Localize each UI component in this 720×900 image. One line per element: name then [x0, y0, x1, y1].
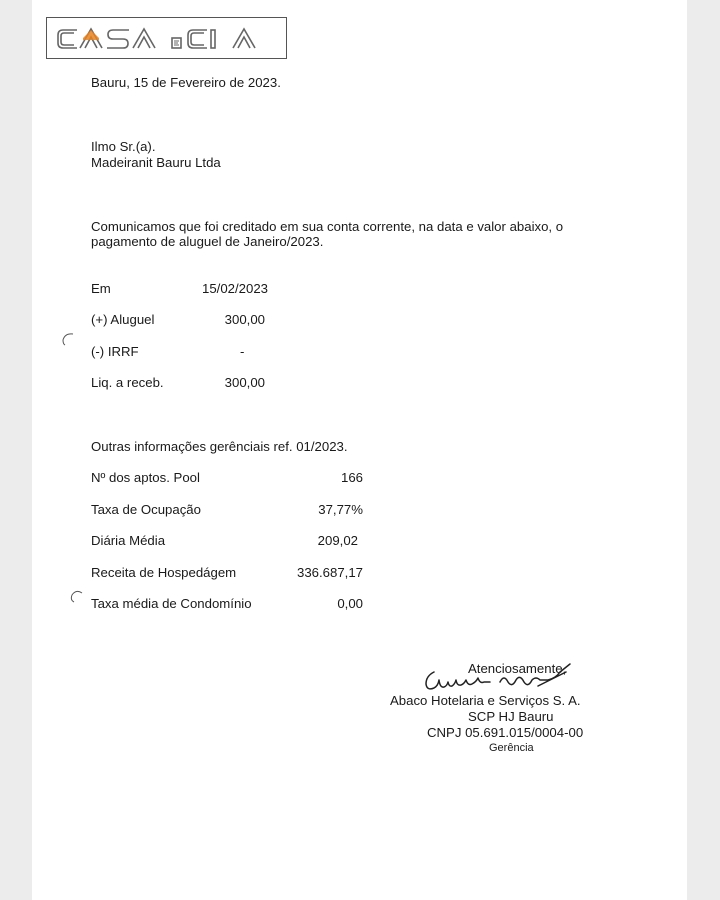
payment-row-label: (+) Aluguel	[91, 312, 155, 327]
info-row-value: 209,02	[317, 533, 358, 548]
company-cnpj: CNPJ 05.691.015/0004-00	[427, 725, 584, 740]
payment-row-value: 300,00	[224, 375, 265, 390]
payment-row-value: -	[240, 344, 245, 359]
info-row-label: Nº dos aptos. Pool	[91, 470, 200, 485]
body-line-1: Comunicamos que foi creditado em sua conta corrente, na data e valor abaixo, o	[91, 219, 564, 234]
info-title: Outras informações gerênciais ref. 01/2023.	[91, 439, 348, 454]
company-logo	[46, 17, 287, 59]
payment-date-label: Em	[91, 281, 111, 296]
info-row-value: 0,00	[337, 596, 363, 611]
company-unit: SCP HJ Bauru	[468, 709, 554, 724]
salutation: Ilmo Sr.(a).	[91, 139, 156, 154]
payment-date-value: 15/02/2023	[202, 281, 269, 296]
info-row-label: Receita de Hospedágem	[91, 565, 237, 580]
place-date: Bauru, 15 de Fevereiro de 2023.	[91, 75, 281, 90]
hole-punch-mark-icon	[69, 589, 85, 605]
company-name: Abaco Hotelaria e Serviços S. A.	[390, 693, 581, 708]
body-line-2: pagamento de aluguel de Janeiro/2023.	[91, 234, 324, 249]
info-row-value: 166	[340, 470, 363, 485]
info-row-label: Taxa de Ocupação	[91, 502, 201, 517]
info-row-label: Taxa média de Condomínio	[91, 596, 252, 611]
payment-row-label: (-) IRRF	[91, 344, 139, 359]
hole-punch-mark-icon	[61, 332, 75, 346]
info-row-value: 336.687,17	[296, 565, 363, 580]
recipient-name: Madeiranit Bauru Ltda	[91, 155, 221, 170]
closing: Atenciosamente,	[468, 661, 567, 676]
logo-graphic	[47, 18, 286, 58]
letter-page	[32, 0, 687, 900]
info-row-label: Diária Média	[91, 533, 166, 548]
payment-row-label: Liq. a receb.	[91, 375, 164, 390]
department: Gerência	[489, 742, 534, 754]
info-row-value: 37,77%	[318, 502, 363, 517]
payment-row-value: 300,00	[224, 312, 265, 327]
